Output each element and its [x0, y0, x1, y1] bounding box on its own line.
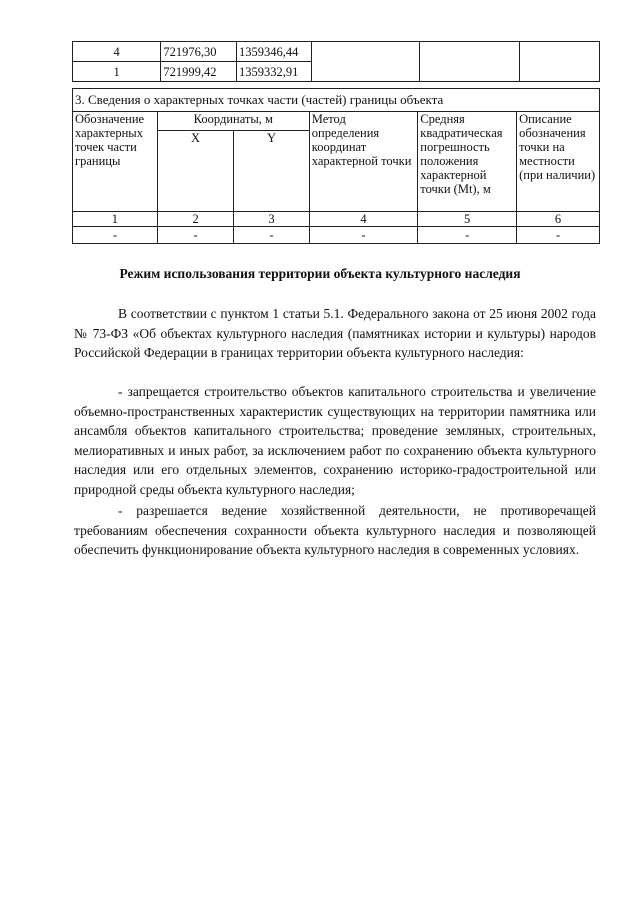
empty-value: - — [517, 227, 600, 244]
regime-intro-text: В соответствии с пунктом 1 статьи 5.1. Федерального закона от 25 июня 2002 года № 73-ФЗ «Об объектах культурного наследия (памятниках истории и культуры) народов Российской Федерации в границах территории объекта культурного наследия: — [74, 306, 596, 360]
column-number: 3 — [234, 212, 309, 227]
prohibited-paragraph — [74, 382, 596, 499]
point-number: 1 — [73, 62, 161, 82]
empty-value: - — [157, 227, 233, 244]
regime-intro-paragraph — [74, 304, 596, 363]
column-numbers-row — [73, 212, 600, 227]
table-header-row — [73, 112, 600, 131]
empty-value: - — [309, 227, 418, 244]
coordinates-table-continued — [72, 41, 600, 82]
allowed-text: - разрешается ведение хозяйственной деятельности, не противоречащей требованиям обеспечения сохранности объекта культурного наследия и позволяющей обеспечить функционирование объекта культурного наследия в современных условиях. — [74, 503, 596, 557]
column-number: 5 — [418, 212, 517, 227]
header-method: Метод определения координат характерной точки — [309, 112, 418, 212]
allowed-paragraph — [74, 501, 596, 560]
empty-value: - — [418, 227, 517, 244]
empty-value: - — [73, 227, 158, 244]
column-number: 6 — [517, 212, 600, 227]
table-row — [73, 42, 600, 62]
coord-y: 1359346,44 — [236, 42, 311, 62]
regime-heading: Режим использования территории объекта культурного наследия — [119, 266, 521, 281]
table-row — [73, 227, 600, 244]
header-description: Описание обозначения точки на местности (при наличии) — [517, 112, 600, 212]
prohibited-text: - запрещается строительство объектов капитального строительства и увеличение объемно-пространственных характеристик существующих на территории памятника или ансамбля объектов капитального строительства; проведение земляных, строительных, мелиоративных и иных работ, за исключением работ по сохранению объекта культурного наследия или его отдельных элементов, сохранению историко-градостроительной или природной среды объекта культурного наследия; — [74, 384, 596, 497]
empty-value: - — [234, 227, 309, 244]
header-designation: Обозначение характерных точек части границы — [73, 112, 158, 212]
point-number: 4 — [73, 42, 161, 62]
header-y: Y — [234, 131, 309, 212]
coord-x: 721976,30 — [161, 42, 237, 62]
part-boundary-points-table — [72, 88, 600, 244]
empty-cell — [311, 42, 419, 82]
column-number: 2 — [157, 212, 233, 227]
section-title: 3. Сведения о характерных точках части (частей) границы объекта — [73, 89, 600, 112]
header-error: Средняя квадратическая погрешность положения характерной точки (Mt), м — [418, 112, 517, 212]
empty-cell — [519, 42, 599, 82]
header-coordinates: Координаты, м — [157, 112, 309, 131]
column-number: 1 — [73, 212, 158, 227]
table-row — [73, 89, 600, 112]
coord-y: 1359332,91 — [236, 62, 311, 82]
column-number: 4 — [309, 212, 418, 227]
empty-cell — [419, 42, 519, 82]
header-x: X — [157, 131, 233, 212]
coord-x: 721999,42 — [161, 62, 237, 82]
